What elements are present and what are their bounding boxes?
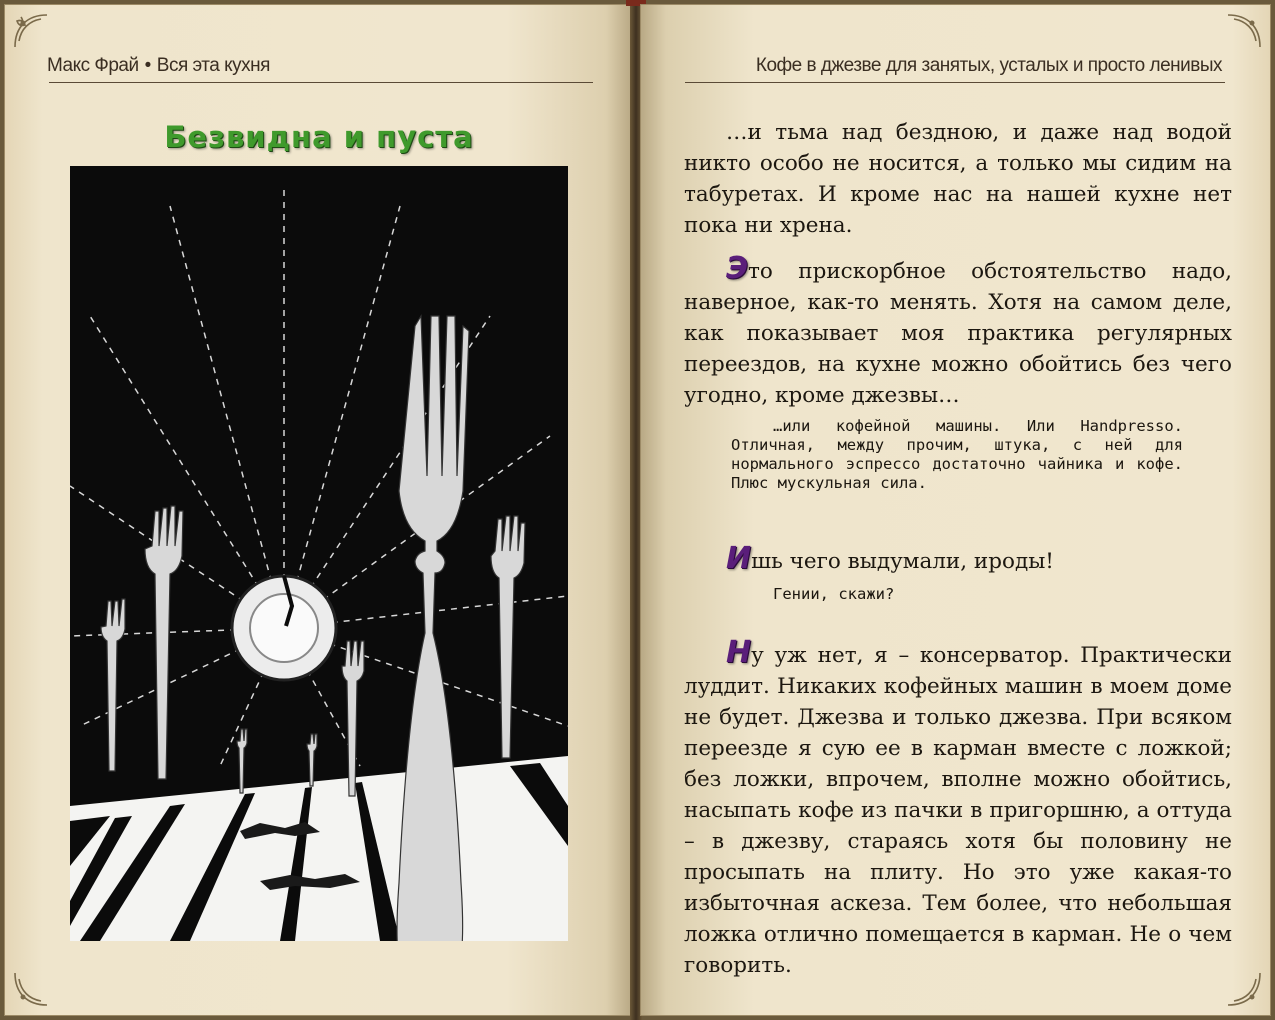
fork-illustration: [70, 166, 568, 941]
paragraph-4: [684, 637, 1232, 981]
paragraph-2: [684, 253, 1232, 411]
drop-cap: Э: [726, 251, 749, 286]
paragraph-1: …и тьма над бездною, и даже над водой никто особо не носится, а только мы сидим на табуретах. И кроме нас на нашей кухне нет пока ни хрена.: [684, 120, 1232, 238]
ornament-corner-icon: [11, 969, 51, 1009]
paragraph-2-text: то прискорбное обстоятельство надо, наверное, как-то менять. Хотя на самом деле, как показывает моя практика регулярных переездов, на кухне можно обойтись без чего угодно, кроме джезвы…: [684, 259, 1232, 408]
right-page: [640, 4, 1271, 1016]
paragraph-3: [684, 543, 1232, 577]
drop-cap: Н: [726, 635, 752, 670]
running-header-left: [47, 55, 270, 77]
side-note-2: Гении, скажи?: [773, 585, 895, 603]
chapter-title: Безвидна и пуста: [164, 120, 474, 154]
paragraph-4-text: у уж нет, я – консерватор. Практически луддит. Никаких кофейных машин в моем доме не будет. Джезва и только джезва. При всяком переезде я сую ее в карман вместе с ложкой; без ложки, впрочем, вполне можно обойтись, насыпать кофе из пачки в пригоршню, а оттуда – в джезву, стараясь хотя бы половину не просыпать на плиту. Но это уже какая-то избыточная аскеза. Тем более, что небольшая ложка отлично помещается в карман. Не о чем говорить.: [684, 643, 1232, 978]
paragraph-3-text: шь чего выдумали, ироды!: [751, 549, 1054, 574]
header-rule: [49, 82, 593, 83]
header-separator: •: [144, 55, 151, 76]
left-page: [4, 4, 632, 1016]
ornament-corner-icon: [1224, 11, 1264, 51]
ornament-corner-icon: [11, 11, 51, 51]
header-rule: [685, 82, 1225, 83]
author-name: Макс Фрай: [47, 55, 139, 76]
drop-cap: И: [726, 541, 752, 576]
side-note-1: …или кофейной машины. Или Handpresso. Отличная, между прочим, штука, с ней для нормального эспрессо достаточно чайника и кофе. Плюс мускульная сила.: [731, 417, 1183, 492]
book-title: Вся эта кухня: [156, 55, 270, 76]
running-header-right: Кофе в джезве для занятых, усталых и просто ленивых: [755, 55, 1222, 76]
